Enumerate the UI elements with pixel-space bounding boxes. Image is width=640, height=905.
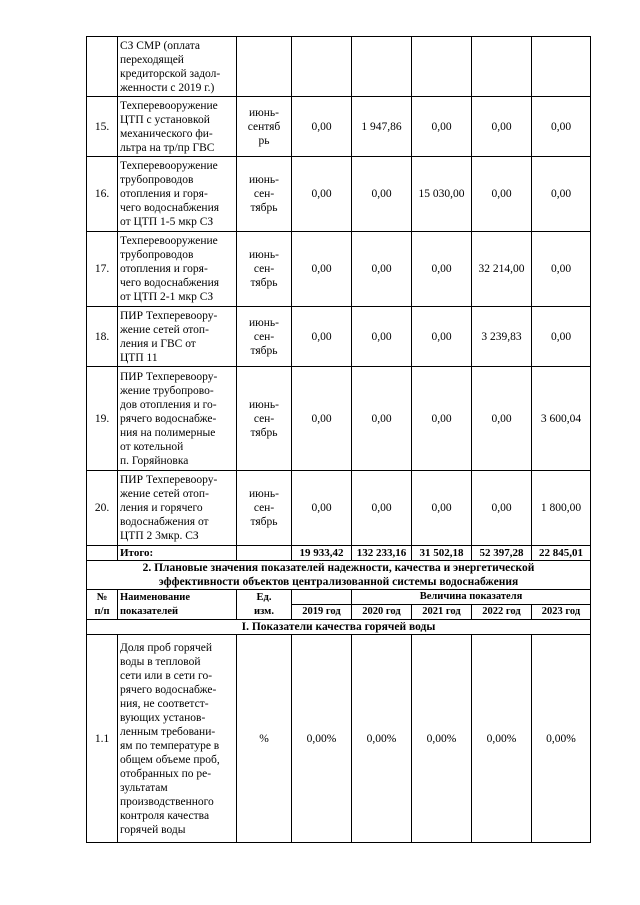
table-row [87,635,591,843]
row-number: 15. [87,97,118,157]
table-row [87,97,591,157]
row-value-2019 [292,37,352,97]
row-value-2021 [412,37,472,97]
table-row [87,367,591,471]
row-value-2022: 0,00% [472,635,532,843]
row-value-2020: 0,00 [352,157,412,232]
row-value-2021: 0,00 [412,367,472,471]
row-value-2023 [532,37,591,97]
row-number: 19. [87,367,118,471]
header-number: № п/п [87,590,118,620]
row-name: СЗ СМР (оплата переходящей кредиторской задол- женности с 2019 г.) [118,37,237,97]
section-title-row [87,561,591,590]
row-number: 20. [87,471,118,546]
row-number: 18. [87,307,118,367]
header-value-group: Величина показателя [352,590,591,605]
row-number [87,37,118,97]
row-value-2020 [352,37,412,97]
row-value-2019: 0,00 [292,307,352,367]
row-name: Техперевооружение трубопроводов отопления и горя- чего водоснабжения от ЦТП 1-5 мкр СЗ [118,157,237,232]
row-value-2019: 0,00 [292,157,352,232]
row-value-2020: 0,00% [352,635,412,843]
header-year-2020: 2020 год [352,605,412,620]
total-number [87,546,118,561]
row-value-2021: 0,00% [412,635,472,843]
row-period: июнь- сентяб рь [237,97,292,157]
row-value-2021: 0,00 [412,97,472,157]
row-value-2021: 15 030,00 [412,157,472,232]
total-value-2019: 19 933,42 [292,546,352,561]
header-year-2023: 2023 год [532,605,591,620]
row-period: июнь- сен- тябрь [237,471,292,546]
row-value-2023: 0,00 [532,307,591,367]
row-value-2021: 0,00 [412,232,472,307]
header-year-2022: 2022 год [472,605,532,620]
row-value-2023: 0,00 [532,97,591,157]
row-value-2020: 0,00 [352,367,412,471]
row-value-2022: 3 239,83 [472,307,532,367]
row-name: Доля проб горячей воды в тепловой сети или в сети го- рячего водоснабже- ния, не соответст- вующих установ- ленным требовани- ям по температуре в общем объеме проб, отобранных по ре- зультатам производственного контроля качества горячей воды [118,635,237,843]
header-year-2019: 2019 год [292,605,352,620]
row-period [237,37,292,97]
row-value-2021: 0,00 [412,471,472,546]
total-value-2020: 132 233,16 [352,546,412,561]
header-spacer [292,590,352,605]
total-value-2021: 31 502,18 [412,546,472,561]
row-name: ПИР Техперевоору- жение сетей отоп- ления и горячего водоснабжения от ЦТП 2 3мкр. СЗ [118,471,237,546]
total-row [87,546,591,561]
row-name: Техперевооружение ЦТП с установкой механического фи- льтра на тр/пр ГВС [118,97,237,157]
row-value-2019: 0,00 [292,471,352,546]
table-row [87,232,591,307]
row-unit: % [237,635,292,843]
row-period: июнь- сен- тябрь [237,157,292,232]
total-value-2023: 22 845,01 [532,546,591,561]
table-row [87,37,591,97]
row-value-2023: 0,00 [532,232,591,307]
row-name: ПИР Техперевоору- жение сетей отоп- ления и ГВС от ЦТП 11 [118,307,237,367]
row-period: июнь- сен- тябрь [237,367,292,471]
row-value-2022: 32 214,00 [472,232,532,307]
header-unit: Ед. изм. [237,590,292,620]
table-row [87,157,591,232]
row-name: ПИР Техперевоору- жение трубопрово- дов отопления и го- рячего водоснабже- ния на полимерные от котельной п. Горяйновка [118,367,237,471]
subsection-title: I. Показатели качества горячей воды [87,620,591,635]
section-title: 2. Плановые значения показателей надежности, качества и энергетической эффективности объектов централизованной системы водоснабжения [87,561,591,590]
row-period: июнь- сен- тябрь [237,307,292,367]
row-value-2022: 0,00 [472,157,532,232]
row-value-2021: 0,00 [412,307,472,367]
header-year-2021: 2021 год [412,605,472,620]
header-name: Наименование показателей [118,590,237,620]
row-number: 1.1 [87,635,118,843]
row-value-2019: 0,00% [292,635,352,843]
header-row [87,590,591,605]
row-value-2023: 0,00% [532,635,591,843]
row-value-2023: 1 800,00 [532,471,591,546]
table-row [87,471,591,546]
total-value-2022: 52 397,28 [472,546,532,561]
total-period [237,546,292,561]
table-row [87,307,591,367]
row-value-2020: 0,00 [352,307,412,367]
row-value-2019: 0,00 [292,367,352,471]
row-value-2020: 0,00 [352,471,412,546]
row-value-2022 [472,37,532,97]
row-value-2023: 0,00 [532,157,591,232]
row-period: июнь- сен- тябрь [237,232,292,307]
row-value-2020: 1 947,86 [352,97,412,157]
row-number: 16. [87,157,118,232]
total-label: Итого: [118,546,237,561]
row-value-2019: 0,00 [292,97,352,157]
indicators-table [86,36,591,843]
row-value-2022: 0,00 [472,471,532,546]
subsection-row [87,620,591,635]
row-number: 17. [87,232,118,307]
row-value-2022: 0,00 [472,367,532,471]
row-value-2019: 0,00 [292,232,352,307]
row-value-2020: 0,00 [352,232,412,307]
row-value-2022: 0,00 [472,97,532,157]
row-value-2023: 3 600,04 [532,367,591,471]
row-name: Техперевооружение трубопроводов отопления и горя- чего водоснабжения от ЦТП 2-1 мкр СЗ [118,232,237,307]
